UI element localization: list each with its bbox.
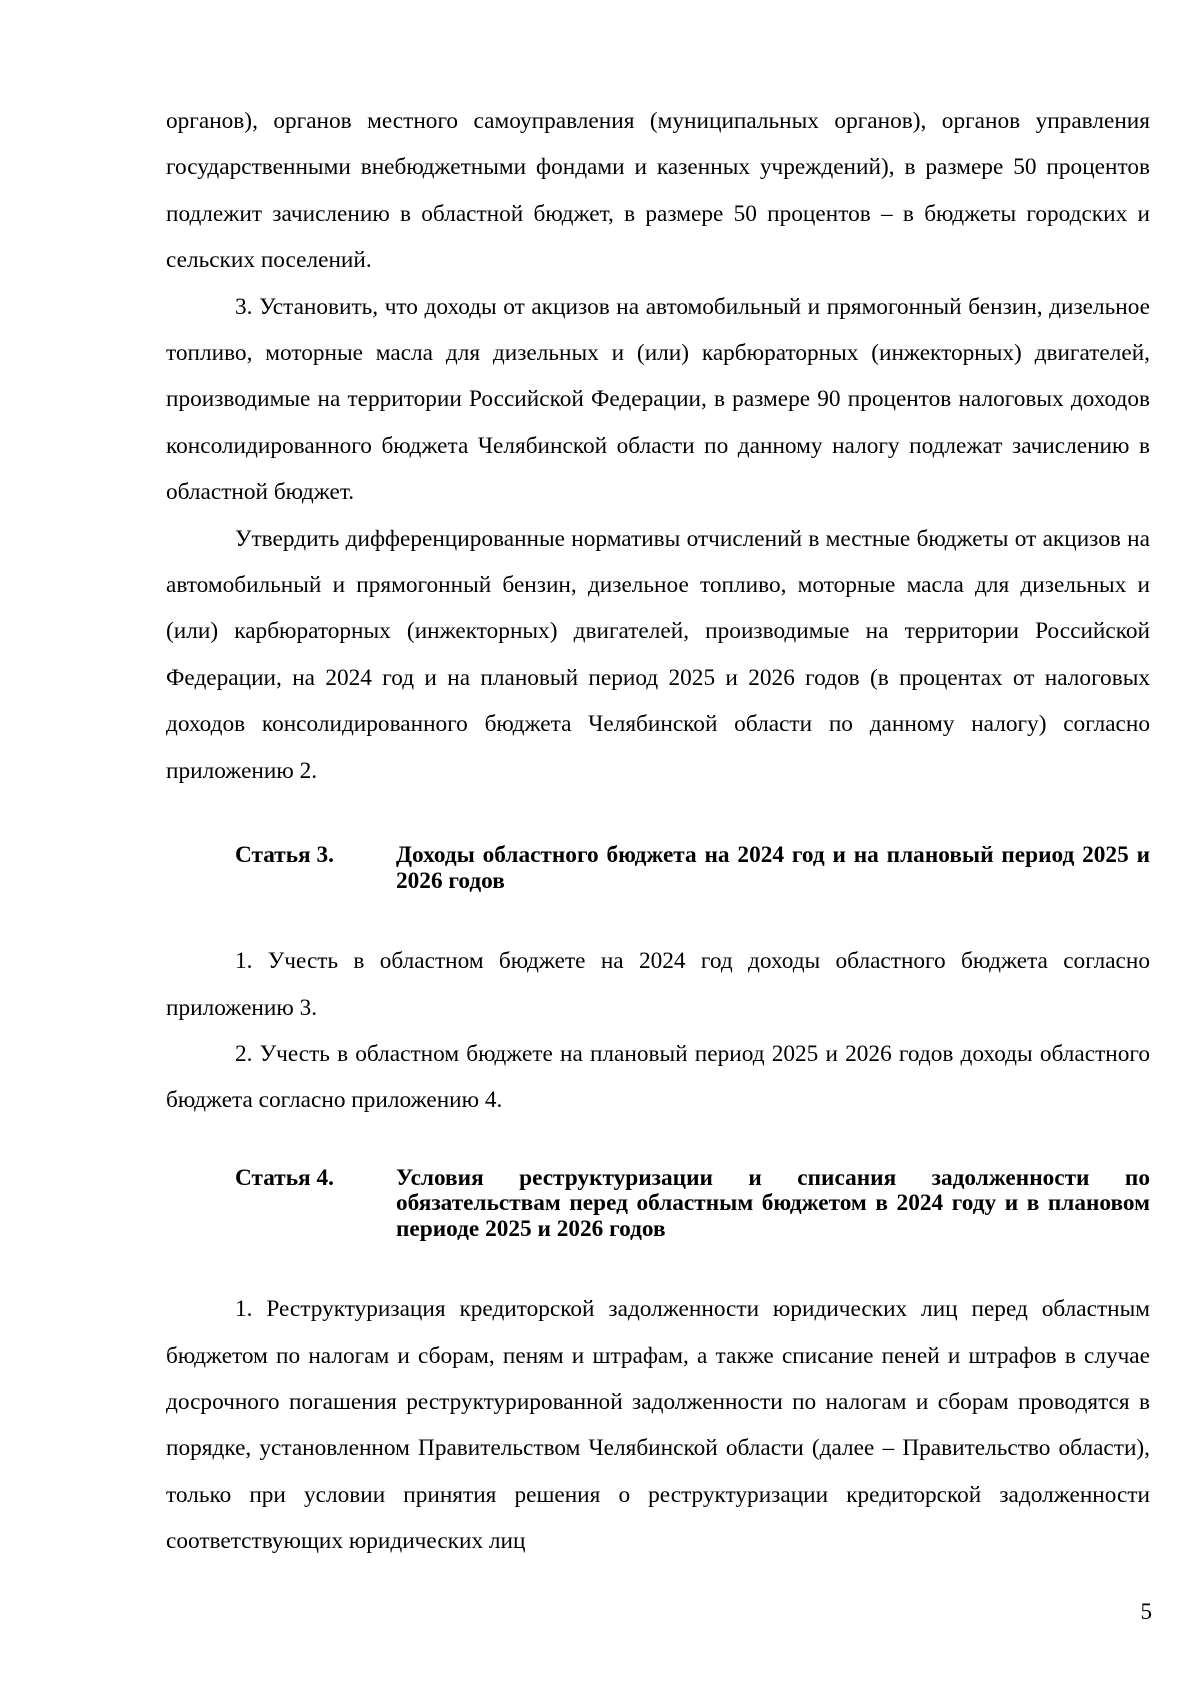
- article-4-heading: [166, 1166, 1150, 1243]
- article-4-number: Статья 4.: [235, 1164, 334, 1191]
- paragraph-item-3: 3. Установить, что доходы от акцизов на автомобильный и прямогонный бензин, дизельное топливо, моторные масла для дизельных и (или) карбюраторных (инжекторных) двигателей, производимые на территории Российской Федерации, в размере 90 процентов налоговых доходов консолидированного бюджета Челябинской области по данному налогу подлежат зачислению в областной бюджет.: [166, 293, 1150, 506]
- document-body: [166, 98, 1150, 1565]
- article-3-heading: [166, 843, 1150, 894]
- page-number: 5: [1140, 1599, 1152, 1624]
- article-3-number: Статья 3.: [235, 842, 334, 869]
- article-3-title: Доходы областного бюджета на 2024 год и на плановый период 2025 и 2026 годов: [396, 842, 1150, 894]
- paragraph-differentiated-norms: Утвердить дифференцированные нормативы отчислений в местные бюджеты от акцизов на автомобильный и прямогонный бензин, дизельное топливо, моторные масла для дизельных и (или) карбюраторных (инжекторных) двигателей, производимые на территории Российской Федерации, на 2024 год и на плановый период 2025 и 2026 годов (в процентах от налоговых доходов консолидированного бюджета Челябинской области по данному налогу) согласно приложению 2.: [166, 525, 1150, 784]
- article-4-paragraph-1: 1. Реструктуризация кредиторской задолженности юридических лиц перед областным бюджетом по налогам и сборам, пеням и штрафам, а также списание пеней и штрафов в случае досрочного погашения реструктурированной задолженности по налогам и сборам проводятся в порядке, установленном Правительством Челябинской области (далее – Правительство области), только при условии принятия решения о реструктуризации кредиторской задолженности соответствующих юридических лиц: [166, 1296, 1150, 1555]
- article-4-title: Условия реструктуризации и списания задолженности по обязательствам перед областным бюджетом в 2024 году и в плановом периоде 2025 и 2026 годов: [396, 1164, 1150, 1242]
- paragraph-continuation: органов), органов местного самоуправления (муниципальных органов), органов управления государственными внебюджетными фондами и казенных учреждений), в размере 50 процентов подлежит зачислению в областной бюджет, в размере 50 процентов – в бюджеты городских и сельских поселений.: [166, 108, 1150, 274]
- article-3-paragraph-2: 2. Учесть в областном бюджете на плановый период 2025 и 2026 годов доходы областного бюджета согласно приложению 4.: [166, 1040, 1150, 1114]
- article-3-paragraph-1: 1. Учесть в областном бюджете на 2024 год доходы областного бюджета согласно приложению 3.: [166, 948, 1150, 1021]
